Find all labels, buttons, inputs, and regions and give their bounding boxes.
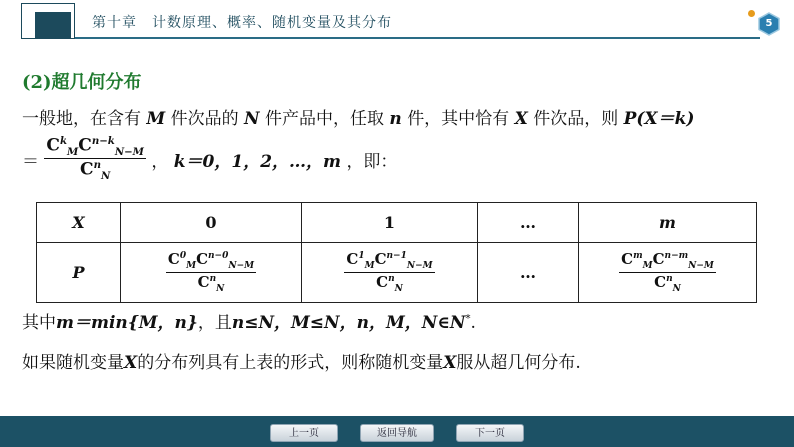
page-number: 5 (765, 18, 773, 29)
prev-page-button[interactable]: 上一页 (270, 424, 338, 442)
header-block (35, 12, 71, 38)
intro-text-d: 件，其中恰有 (407, 109, 510, 129)
table-cell: 0 (121, 203, 302, 243)
conclusion-paragraph (22, 348, 581, 373)
var-M: M (146, 109, 166, 129)
prob-fraction-1: $\frac{C^1_MC^{n-1}_{N-M}}{C^n_N}$ (346, 249, 433, 294)
conclusion-text-c: 服从超几何分布. (456, 353, 581, 373)
intro-text-c: 件产品中，任取 (265, 109, 384, 129)
note-text-c: . (470, 313, 476, 333)
intro-text-a: 一般地，在含有 (22, 109, 141, 129)
table-cell: … (478, 203, 579, 243)
condition-expression: n≤N，M≤N，n，M，N∈N (231, 313, 466, 333)
conclusion-text-b: 的分布列具有上表的形式，则称随机变量 (137, 353, 444, 373)
table-cell: X (37, 203, 121, 243)
table-cell: m (579, 203, 757, 243)
table-row (37, 203, 757, 243)
conclusion-text-a: 如果随机变量 (22, 353, 124, 373)
distribution-table (36, 202, 757, 303)
header-divider (75, 37, 760, 39)
hypergeometric-fraction: $\frac{C^k_MC^{n-k}_{N-M}}{C^n_N}$ (46, 135, 144, 183)
table-cell: 1 (302, 203, 478, 243)
table-row (37, 243, 757, 303)
note-text-a: 其中 (22, 313, 56, 333)
intro-text-b: 件次品的 (170, 109, 239, 129)
back-to-nav-button[interactable]: 返回导航 (360, 424, 434, 442)
equals-sign: ＝ (22, 151, 39, 172)
formula-tail: ，即： (346, 151, 398, 172)
note-paragraph (22, 308, 476, 333)
min-expression: m＝min{M，n} (56, 313, 198, 333)
table-cell: … (478, 243, 579, 303)
var-n: n (389, 109, 402, 129)
table-cell (579, 243, 757, 303)
table-cell (302, 243, 478, 303)
k-values: k＝0，1，2，…， (173, 151, 324, 172)
star-superscript: * (465, 313, 471, 325)
intro-text-e: 件次品，则 (533, 109, 619, 129)
section-title: (2)超几何分布 (22, 72, 142, 93)
intro-paragraph (22, 104, 694, 129)
table-cell (121, 243, 302, 303)
prob-fraction-m: $\frac{C^m_MC^{n-m}_{N-M}}{C^n_N}$ (621, 249, 714, 294)
formula-line (22, 136, 397, 183)
prob-fraction-0: $\frac{C^0_MC^{n-0}_{N-M}}{C^n_N}$ (167, 249, 255, 294)
page-dot-icon (748, 10, 755, 17)
formula-sep: ， (151, 151, 169, 172)
var-X-3: X (443, 353, 457, 373)
table-cell: P (37, 243, 121, 303)
var-X-2: X (124, 353, 138, 373)
prob-expression: P(X＝k) (623, 109, 695, 129)
next-page-button[interactable]: 下一页 (456, 424, 524, 442)
var-X: X (514, 109, 528, 129)
var-N: N (244, 109, 260, 129)
var-m: m (323, 151, 342, 172)
note-text-b: ，且 (197, 313, 232, 333)
chapter-title: 第十章 计数原理、概率、随机变量及其分布 (92, 15, 392, 31)
